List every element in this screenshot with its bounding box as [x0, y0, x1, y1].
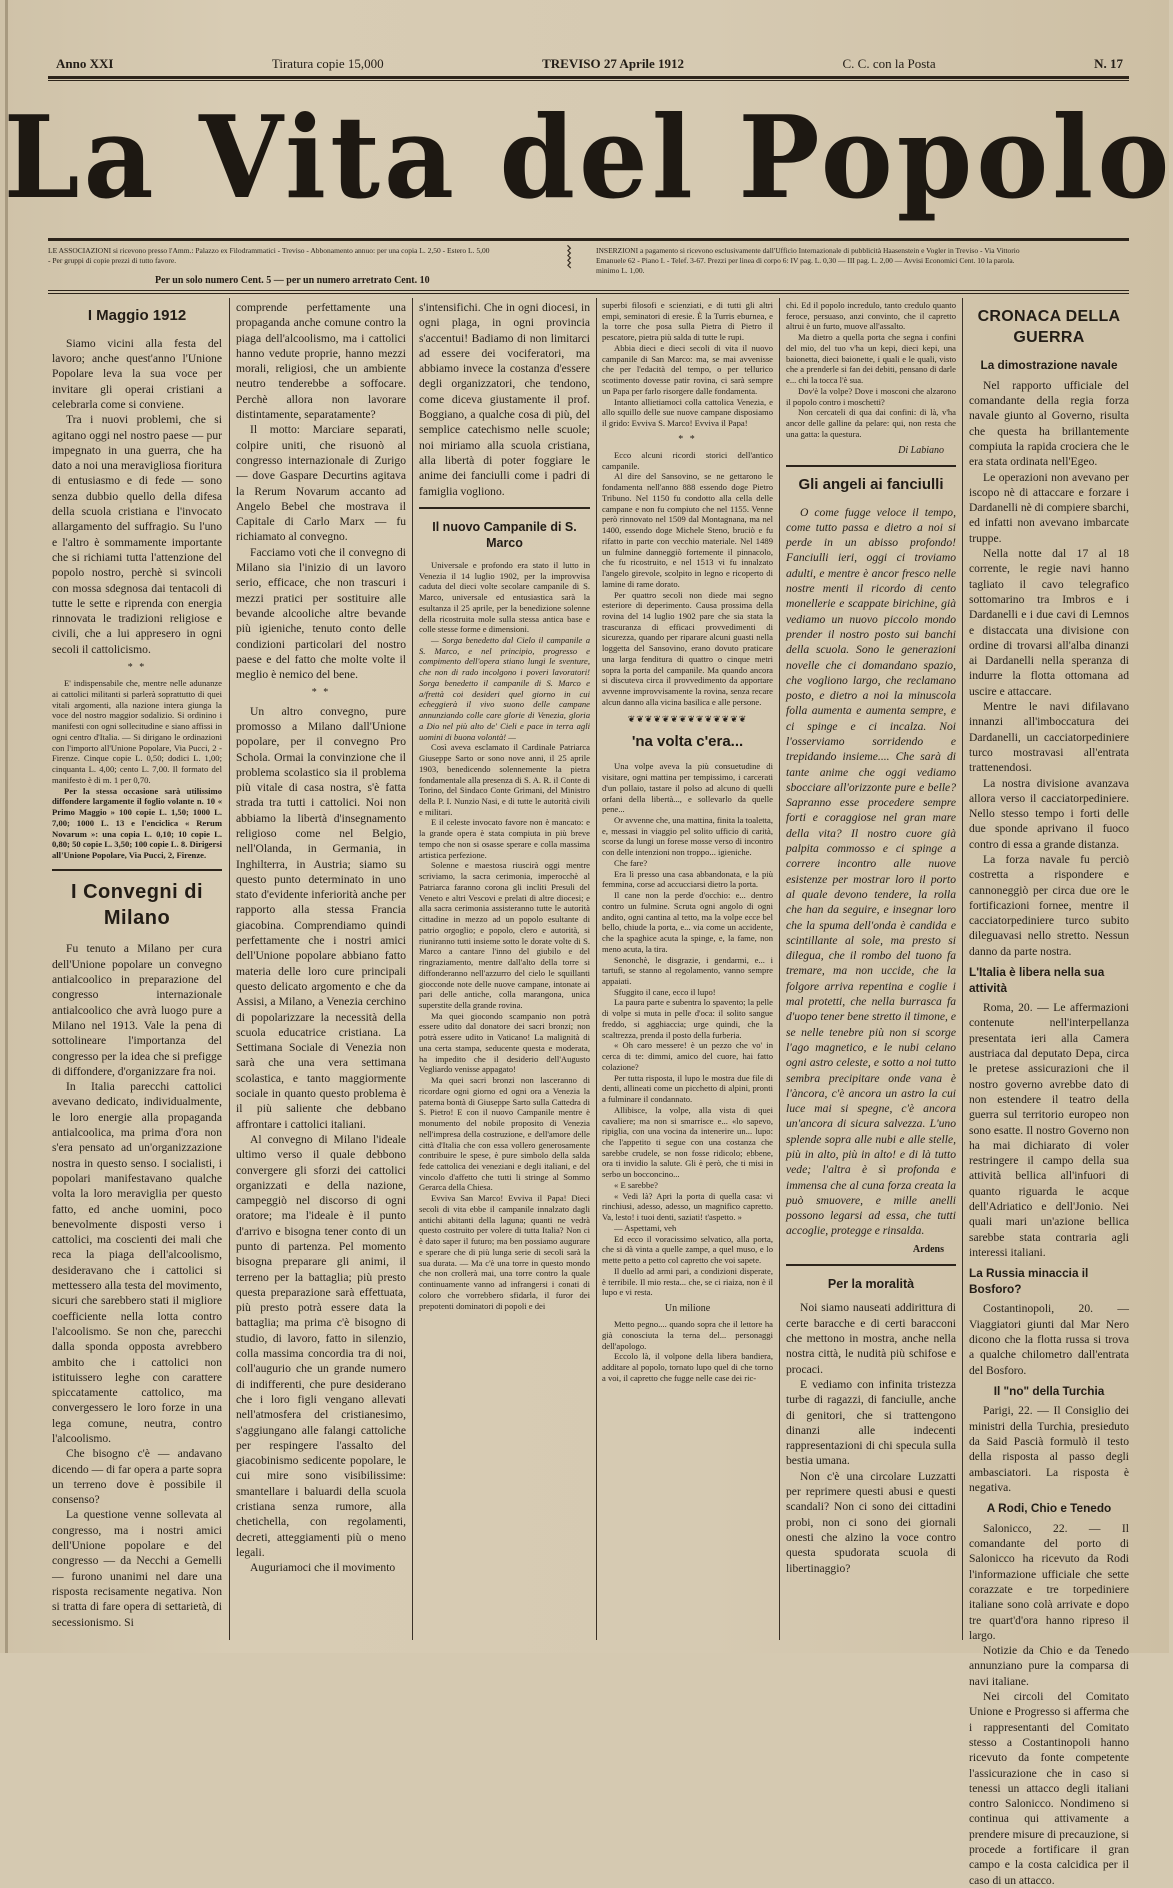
newspaper-title: La Vita del Popolo — [3, 91, 1173, 225]
column-divider — [229, 298, 230, 1640]
price-line: Per un solo numero Cent. 5 — per un numero arretrato Cent. 10 — [155, 275, 430, 286]
column-divider — [412, 298, 413, 1640]
article-title: I Convegni di Milano — [70, 880, 204, 930]
section-divider — [419, 507, 590, 509]
columns-rule — [48, 290, 1129, 291]
ornament-divider: ❦❦❦❦❦❦❦❦❦❦❦❦❦❦ — [627, 713, 748, 724]
subheading: A Rodi, Chio e Tenedo — [986, 1501, 1112, 1516]
column-4: superbi filosofi e scienziati, e di tutti gli altri empi, seminatori di eresie. È la Turris eburnea, e la torre che posa sulla Pietra di Pietro il pescatore, pietra più salda di tutte le rupi. Abbia dieci e dieci secoli di vita il nuovo campanile di San Marco: ma, se mai avvenisse che per l'edacità del tempo, o per tellurico scotimento dovesse patir rovina, ci sarà sempre un Papa per farlo risorgere dalle fondamenta. Intanto allietiamoci colla cattolica Venezia, e allo squillo delle sue nuove campane disposiamo il grido: Evviva S. Marco! Evviva il Papa! * * Ecco alcuni ricordi storici dell'antico campanile. Al dire del Sansovino, se ne gettarono le fondamenta nell'anno 888 essendo doge Pietro Tribuno. Nel 1150 fu condotto alla cella delle campane e non fu compiuto che nel 1155. Venne però rinnovato nel 1509 dal Montagnana, ma nel 1400, essendo doge Michele Steno, bruciò e fu rifatto in parte con vecchio materiale. Nel 1489 un fulmine danneggiò fortemente il pinnacolo, che fu ricostruito, e nel 1513 vi fu innalzato l'angelo girevole, scolpito in legno e ricoperto di lamine di rame dorato. Per quattro secoli non diede mai segno esteriore di deperimento. Causa prossima della rovina del 14 luglio 1902 pare che sia stata la trascuranza di efficaci provvedimenti di sicurezza, quando per riparare alcuni guasti nella loggetta del Sansovino, erano dovuto praticare una larga fenditura di quattro o cinque metri sopra la porta del campanile. Ma quando ancora si discuteva circa il provvedimento da apportare avvenne improvvisamente la rovina, senza recare alcun danno alla vicina basilica e alle persone. ❦❦❦❦❦❦❦❦❦❦❦❦❦❦ 'na volta c'era... Una volpe aveva la più consuetudine di visitare, ogni mattina per tempissimo, i carcerati d'un pollaio, tastare il polso ad alcuno di quelli orfani della libertà..., e sollevarlo da quelle pene... Or avvenne che, una mattina, finita la toaletta, e, messasi in viaggio pel solito ufficio di carità, scorse da lungi un forese mosse verso di incontro con delle intenzioni non troppo... igieniche. Che fare? Era lì presso una casa abbandonata, e la più femmina, corse ad accucciarsi dietro la porta. Il cane non la perde d'occhio: e... dentro contro un fulmine. Scruta ogni angolo di ogni andito, ogni cantina al tetto, ma la volpe ecce bel bello, chiude la porta, e... via come un accidente, che la spaghice acuta la spinge, e, la fame, non meno acuta, la tira. Senonchè, le disgrazie, i gendarmi, e... i tartufi, se stanno al regolamento, vanno sempre appaiati. Sfuggito il cane, ecco il lupo! La paura parte e subentra lo spavento; la pelle di volpe si muta in pelle d'oca: il solito sangue freddo, si agghiaccia; urge quindi, che la scaltrezza, prenda il posto della furberia. « Oh caro messere! è un pezzo che vo' in cerca di te: dimmi, amico del cuore, hai fatto colazione? Per tutta risposta, il lupo le mostra due file di denti, allineati come un picchetto di alpini, pronti a fulminare il condannato. Allibisce, la volpe, alla vista di quei cavaliere; ma non si smarrisce e... «lo sapevo, ripiglia, con una vocina da intenerire un... lupo: che l'appetito ti segue con una costanza che sarebbe crudele, se non fosse ridicolo; ebbene, ora ti invidio la salute. Gli è però, che ti misi in serbo un bocconcino... « E sarebbe? « Vedi là? Apri la porta di quella casa: vi rinchiusi, adesso, adesso, un magnifico capretto. Va, lesto! i tuoi denti, saziati! t'aspetto. » — Aspettami, veh Ed ecco il voracissimo selvatico, alla porta, che si dà vinta a quelle zampe, a quel muso, e lo mette petto a petto col capretto che voi sapete. Il duello ad armi pari, a condizioni disperate, è terribile. Il mio resta... che, se ci riaiza, non è il lupo e vi resta. Un milione Metto pegno.... quando sopra che il lettore ha già conosciuta la terna del... personaggi dell'apologo. Eccolo là, il volpone della libera bandiera, additare al popolo, tornato lupo quel di che torno a voi, il capretto che fugge nelle case dei ric- — [602, 300, 773, 1383]
subheading: Il "no" della Turchia — [993, 1383, 1105, 1398]
brace-ornament: ⦚ — [566, 242, 573, 275]
article-title: Gli angeli ai fanciulli — [798, 475, 944, 493]
column-divider — [779, 298, 780, 1640]
article-title: 'na volta c'era... — [631, 732, 744, 750]
subheading: La Russia minaccia il Bosforo? — [969, 1266, 1089, 1296]
section-divider — [52, 869, 222, 871]
column-5: chi. Ed il popolo incredulo, tanto credulo quanto feroce, persuaso, anzi convinto, che il capretto altrui è un furto, muove all'assalto. Ma dietro a quella porta che segna i confini del mio, del tuo v'ha un kepi, dieci kepi, una baionetta, dieci baionette, i quali e le quali, visto che a prenderle si fan dei debiti, pensano di darle e... chi la tocca l'è sua. Dov'è la volpe? Dove i mosconi che alzarono il popolo contro i moschetti? Non cercateli di qua dai confini: di là, v'ha ancor delle galline da pelare: qui, non resta che una gatta: la questura. Di Labiano Gli angeli ai fanciulli O come fugge veloce il tempo, come tutto passa e dietro a noi si perde in un abisso profondo! Fanciulli ieri, oggi ci troviamo adulti, e mentre è ancor fresco nelle nostre menti il ricordo di cento monellerie e scappate birichine, già vediamo un nuovo piccolo mondo prender il nostro posto sui banchi della scuola. Sono le generazioni novelle che ci domandano spazio, che vogliono largo, che reclamano posto, e dietro a noi la minuscola folla aumenta e aumenta sempre, e ci spinge e ci incalza. Noi l'osserviamo sorridendo e trepidando insieme.... Che sarà di tante anime che oggi vediamo sbocciare all'orizzonte pure e belle? Sapranno esse procedere sempre forti e coraggiose nel gran mare della vita? Il nostro cuore già palpita commosso e ci spinge a correre incontro alle nuove esistenze per mostrar loro il porto al quale devono tendere, la rolla che han da seguire, e insegnar loro che la spuma dell'onda è candida e scintillante al sole, ma presto si dilegua, che il rombo del tuono fa tremare, ma non uccide, che la folgore arriva repentina e coglie i mal protetti, che nella burrasca fa d'uopo tener bene stretto il timone, e se nelle tenebre più non si scorge l'ago magnetico, e le nubi celano ogni astro celeste, e sotto a noi tutto sembra precipitare onde vana è l'àncora, c'è ancora un astro la cui luce mai si spegne, c'è ancora un'ancora di sicura salvezza. L'uno splende sopra alle nubi e alle stelle, più in alto, più in alto! e di là tutto vede; l'altra è sì profonda e immensa che al cuna forza creata la può smuovere, e mille anelli possono legarsi ad essa, che tutti accoglie, protegge e rinsalda. Ardens Per la moralità Noi siamo nauseati addirittura di certe baracche e di certi baracconi che mettono in mostra, anche nella nostra città, le nudità più schifose e procaci. E vediamo con infinita tristezza turbe di ragazzi, di fanciulle, anche di genitori, che si trattengono dinanzi alle indecenti rappresentazioni di chi specula sulla bestia umana. Non c'è una circolare Luzzatti per reprimere questi abusi e questi scandali? Non ci sono dei cittadini probi, non ci sono dei giornali onesti che alzino la voce contro questa spudorata scuola di libertinaggio? — [786, 300, 956, 1575]
subheading: La dimostrazione navale — [980, 358, 1118, 373]
print-run: Tiratura copie 15,000 — [271, 56, 384, 71]
section-divider — [786, 465, 956, 467]
column-3: s'intensifichi. Che in ogni diocesi, in ogni plaga, in ogni provincia s'accentui! Badiamo di non limitarci ad essere dei vociferatori, ma abbiamo invece la costanza d'essere degli organizzatori, che tendono, come diceva giustamente il prof. Boggiano, a qualche cosa di più, del semplice catechismo nelle scuole; noi miriamo alla scuola cristiana, alla libertà di poter foggiare le anime dei fanciulli come i padri di famiglia vogliono. Il nuovo Campanile di S. Marco Universale e profondo era stato il lutto in Venezia il 14 luglio 1902, per la improvvisa caduta del dieci volte secolare campanile di S. Marco, universale ed entusiastica sarà la esultanza il 25 aprile, per la benedizione solenne della ricostruita mole sulla stessa antica base e colle stesse forme e dimensioni. — Sorga benedetto dal Cielo il campanile a S. Marco, e nel principio, progresso e compimento dell'opera stiano lungi le sventure, che non di rado incolgono i poveri lavoratori! Sorga benedetto il campanile di S. Marco e a/frettà coi desideri quel giorno in cui echeggierà il vivo suono delle campane annunziando colle care glorie di Venezia, gloria a Dio nel più alto de' Cieli e pace in terra agli uomini di buona volontà! — Così aveva esclamato il Cardinale Patriarca Giuseppe Sarto or sono nove anni, il 25 aprile 1903, benedicendo solennemente la pietra fondamentale alla presenza di S. A. R. il Conte di Torino, del Sindaco Conte Grimani, del Ministro della P. I. Nunzio Nasi, e di tutte le autorità civili e militari. E il celeste invocato favore non è mancato: e la grande opera è stata compiuta in più breve tempo che non si osasse sperare e colla massima artistica perfezione. Solenne e maestosa riuscirà oggi mentre scriviamo, la sacra cerimonia, imperocchè al Patriarca faranno corona gli incliti Presuli del Veneto e altri Vescovi e prelati di altre diocesi; e alla sacra cerimonia assisteranno tutte le autorità cittadine in mezzo ad un popolo esultante di patrio orgoglio; e popolo, clero e autorità, si riuniranno tutti insieme sotto le dorate volte di S. Marco a cantare l'inno del giubilo e del ringraziamento, mentre dall'alto della torre si diffonderanno nell'azzurro del cielo le squillanti giocconde note delle nuove campane, intonate ai pari delle antiche, colla marangona, unica superstite della grande rovina. Ma quei giocondo scampanio non potrà essere udito dal donatore dei sacri bronzi; non potrà essere udito in Vaticano! La malignità di una certa stampa, seducente questa e moderata, ha impedito che il desiderio dell'Augusto Vegliardo venisse appagato! Ma quei sacri bronzi non lasceranno di ricordare ogni giorno ed ogni ora a Venezia la paterna bontà di Giuseppe Sarto sulla Cattedra di S. Pietro! E con il nuovo Campanile mentre è monumento del nobile proposito di Venezia nell'impresa della costruzione, e dell'amore delle città d'Italia che con essa vollero generosamente contribuire le spese, è pure simbolo della salda fede cattolica dei veneziani e degli italiani, e del vincolo d'affetto che tutti li stringe al Sommo Gerarca della Chiesa. Evviva San Marco! Evviva il Papa! Dieci secoli di vita ebbe il campanile innalzato dagli antichi abitanti della laguna; quanti ne vedrà questo costruito per volere di tutta Italia? Non ci è dato saper il futuro; ma ben possiamo augurare e sperare che di più lunga serie di secoli sarà la sua durata. — Ma c'è una torre in questo mondo che non crollerà mai, una torre contro la quale continuamente vanno ad infrangersi i conati di coloro che vorrebbero sfidarla, il furor dei prepotenti dominatori di popoli e dei — [419, 301, 590, 1311]
advertising-info: INSERZIONI a pagamento si ricevono esclusivamente dall'Ufficio Internazionale di pubblicità Haasenstein e Vogler in Treviso - Via Vittorio Emanuele 62 - Piano I. - Telef. 3-67. Prezzi per linea di corpo 6: IV pag. L. 0,30 — III pag. L. 2,00 — Avvisi Economici Cent. 10 la parola. minimo L. 1,00. — [596, 246, 1020, 276]
column-2: comprende perfettamente una propaganda anche comune contro la piaga dell'alcoolismo, ma i cattolici hanno vedute proprie, hanno mezzi morali, religiosi, che un ambiente neutro tenderebbe a soffocare. Perchè allora non lavorare distintamente, separatamente? Il motto: Marciare separati, colpire uniti, che risuonò al congresso internazionale di Zurigo — dove Gaspare Decurtins agitava la Rerum Novarum accanto ad Angelo Bebel che mostrava il Capitale di Carlo Marx — fu richiamato al convegno. Facciamo voti che il convegno di Milano sia l'inizio di un lavoro serio, efficace, che non trascuri i mezzi pratici per sostituire alle bevande alcooliche altre bevande più igieniche, tenuto conto delle condizioni particolari del nostro paese e del fatto che molte volte il meglio è nemico del bene. * * Un altro convegno, pure promosso a Milano dall'Unione popolare, per il convegno Pro Schola. Ormai la convinzione che il problema scolastico sia il problema più vitale di casa nostra, s'è fatta strada tra tutti i cattolici. Noi non abbiamo la libertà d'insegnamento religioso come nel Belgio, nell'Olanda, in Germania, in Inghilterra, in Austria; siamo su questo punto determinato in uno stato d'evidente inferiorità anche per rapporto alla stessa Francia giacobina. Comprendiamo quindi perfettamente che i nostri amici dell'Unione popolare abbiano fatto materia delle loro cure principali questo delicato argomento e che da Assisi, a Milano, a Venezia cerchino di popolarizzare la necessità della scuola educatrice cristiana. La Settimana Sociale di Venezia non sarà che una vera settimana scolastica, e tanto maggiormente sociale in quanto questo problema è il più saliente che debbano affrontare i cattolici italiani. Al convegno di Milano l'ideale ultimo verso il quale debbono convergere gli sforzi dei cattolici organizzati e della nazione, campeggiò nel discorso di ogni oratore; ma l'ideale è il punto d'arrivo e bisogna tener conto di un punto di partenza. Pel momento bisogna preparare gli animi, il terreno per la battaglia; più presto questa preparazione sarà effettuata, più presto potrà essere data la battaglia; ma prima c'è bisogno di studio, di lavoro, fatto in silenzio, colla massima concordia tra di noi, coll'augurio che un grande numero di indifferenti, che pure desiderano che i loro figli vengano allevati nell'atmosfera del cristianesimo, s'aggiungano alle falangi cattoliche per respingere l'assalto del giacobinismo sedicente popolare, le cui mire sono visibilissime: smantellare i baluardi della scuola cristiana senza rumore, alla chetichella, con regolamenti, decreti, atteggiamenti più o meno legali. Auguriamoci che il movimento — [236, 301, 406, 1575]
column-1: I Maggio 1912 Siamo vicini alla festa del lavoro; anche quest'anno l'Unione Popolare leva la sua voce per invitare gli operai cristiani a celebrarla come si conviene. Tra i nuovi problemi, che si agitano oggi nel nostro paese — pur impegnato in una guerra, che ha dato a noi una meravigliosa fioritura di entusiasmo e di fede — sono senza dubbio quello della difesa della scuola cristiana e l'invocato allargamento del suffragio. Su l'uno e l'altro è sommamente importante che si richiami tutta l'attenzione del popolo nostro, perchè si svincoli con mossa sdegnosa dai tentacoli di tutte le sette e riprenda con energia rinnovata le tradizioni religiose e civili, che a lui appresero in ogni secoli il cattolicismo. * * E' indispensabile che, mentre nelle adunanze ai cattolici militanti si parlerà soprattutto di quei vitali argomenti, alla nazione intera giunga la voce del nostro maggior sodalizio. Si ordinino i manifesti con ogni sollecitudine e siano affissi in ogni centro d'Italia. — Si dirigano le ordinazioni con l'importo all'Unione Popolare, Via Pucci, 2 - Firenze. Cinque copie L. 0,50; dodici L. 1,00; cinquanta L. 4,00; cento L. 7,00. Il formato del manifesto è di m. 1 per 0,70. Per la stessa occasione sarà utilissimo diffondere largamente il foglio volante n. 10 « Primo Maggio » 100 copie L. 1,50; 1000 L. 7,00; 1000 L. 13 e l'enciclica « Rerum Novarum »: una copia L. 0,10; 10 copie L. 0,80; 50 copie L. 3,50; 100 copie L. 8. Dirigersi all'Unione Popolare, Via Pucci, 2, Firenze. I Convegni di Milano Fu tenuto a Milano per cura dell'Unione popolare un convegno antialcoolico in preparazione del congresso internazionale antialcoolico che avrà luogo pure a Milano nel 1913. Vale la pena di sottolineare l'importanza del congresso per la idea che si prefigge di diffondere, d'organizzare fra noi. In Italia parecchi cattolici avevano dedicato, individualmente, le loro energie alla propaganda antialcoolica, ma prima d'ora non s'era pensato ad un'organizzazione nostra in questo senso. I socialisti, i popolari manifestavano qualche volta la loro meraviglia per questo fatto, ed anche uomini, poco benevolmente disposti verso i cattolici, ma coscienti dei mali che reca la piaga dell'alcoolismo, desideravano che i cattolici si mettessero alla testa del movimento, sicuri che sarebbero stati il migliore coefficiente nella lotta contro l'alcoolismo. Se non che, parecchi dalla sponda opposta avrebbero ambito che i cattolici non istituissero leghe con carattere spiccatamente cattolico, ma convergessero le loro forze in una lega comune, neutra, contro l'alcoolismo. Che bisogno c'è — andavano dicendo — di far opera a parte sopra un terreno dove è possibile il consenso? La questione venne sollevata al congresso, ma i nostri amici dell'Unione popolare e del congresso — da Necchi a Gemelli — furono unanimi nel dare una risposta recisamente negativa. Non si tratta di fare opera di settarietà, di secessionismo. Si — [52, 307, 222, 1629]
masthead-rule — [48, 238, 1129, 241]
page-fold — [5, 0, 8, 1653]
subheading: L'Italia è libera nella sua attività — [969, 965, 1105, 995]
header-line — [56, 56, 1123, 72]
issue-number: N. 17 — [1094, 56, 1123, 71]
columns-rule-2 — [48, 293, 1129, 294]
section-divider — [786, 1264, 956, 1266]
column-6: CRONACA DELLA GUERRA La dimostrazione navale Nel rapporto ufficiale del comandante della regia forza navale giunto al Governo, risulta che questa ha brillantemente compiuta la rapida crociera che le era stata ordinata nell'Egeo. Le operazioni non avevano per iscopo nè di attaccare e forzare i Dardanelli nè di compiere sbarchi, ed infatti non avevano imbarcate truppe. Nella notte dal 17 al 18 corrente, le regie navi hanno tagliato il cavo telegrafico sottomarino tra Imbros e i Dardanelli e i due cavi di Lemnos e distaccata una divisione con ordine di trovarsi all'alba dinanzi ai Dardanelli nella speranza di indurre la flotta ottomana ad uscire e attaccare. Mentre le navi difilavano innanzi all'imboccatura dei Dardanelli, un cacciatorpediniere turco mostravasi all'entrata trattenendosi. La nostra divisione avanzava allora verso il cacciatorpediniere. Nello stesso tempo i forti delle due sponde aprivano il fuoco contro di essa a grande distanza. La forza navale fu perciò costretta a rispondere e cannoneggiò per circa due ore le fortificazioni fornee, mentre il cacciatorpediniere turco subito dileguavasi nello stretto. Nessun danno da parte nostra. L'Italia è libera nella sua attività Roma, 20. — Le affermazioni contenute nell'interpellanza presentata ieri alla Camera austriaca dal deputato Depa, circa le pretese assicurazioni che il nostro governo avrebbe dato di non estendere il teatro della guerra sul territorio europeo non sono esatte. Il nostro Governo non ha mai dichiarato di voler restringere il campo della sua attività bellica all'infuori di quanto riguarda le acque dell'Adriatico e dell'Jonio. Nei quali mari un'azione bellica sarebbe stata contraria agli interessi italiani. La Russia minaccia il Bosforo? Costantinopoli, 20. — Viaggiatori giunti dal Mar Nero dicono che la flotta russa si trova a qualche chilometro dall'entrata del Bosforo. Il "no" della Turchia Parigi, 22. — Il Consiglio dei ministri della Turchia, presieduto da Said Pascià formulò il testo della risposta al passo degli ambasciatori. La risposta è negativa. A Rodi, Chio e Tenedo Salonicco, 22. — Il comandante del porto di Salonicco ha ricevuto da Rodi l'informazione ufficiale che sette corazzate e tre torpediniere italiane sono colà arrivate e dopo tre quart'd'ora hanno ripreso il largo. Notizie da Chio e da Tenedo annunziano pure la comparsa di navi italiane. Nei circoli del Comitato Unione e Progresso si afferma che i rappresentanti del Comitato stesso a Costantinopoli hanno ricevuto da fonte competente l'assicurazione che in caso si tenessi un attacco degli italiani contro Salonicco. Nondimeno si continua qui attivamente a prendere misure di precauzione, si procede a fortificare il gran campo e la costa calcidica per il caso di un attacco. — [969, 308, 1129, 1887]
header-rule-thin — [48, 80, 1129, 81]
subscription-info: LE ASSOCIAZIONI si ricevono presso l'Amm.: Palazzo ex Filodrammatici - Treviso - Abbonamento annuo: per una copia L. 2,50 - Estero L. 5,00 - Per gruppi di copie prezzi di tutto favore. — [48, 246, 490, 266]
article-title: Il nuovo Campanile di S. Marco — [432, 519, 577, 551]
column-divider — [962, 298, 963, 1640]
signature: Ardens — [912, 1243, 944, 1255]
section-title: CRONACA DELLA GUERRA — [977, 308, 1121, 347]
masthead — [3, 84, 1173, 232]
year: Anno XXI — [56, 56, 114, 71]
postal-info: C. C. con la Posta — [842, 56, 936, 71]
article-title: I Maggio 1912 — [87, 307, 187, 324]
header-rule — [48, 76, 1129, 79]
article-title: Per la moralità — [827, 1276, 915, 1291]
signature: Di Labiano — [898, 444, 944, 456]
place-date: TREVISO 27 Aprile 1912 — [542, 56, 685, 71]
column-divider — [596, 298, 597, 1640]
